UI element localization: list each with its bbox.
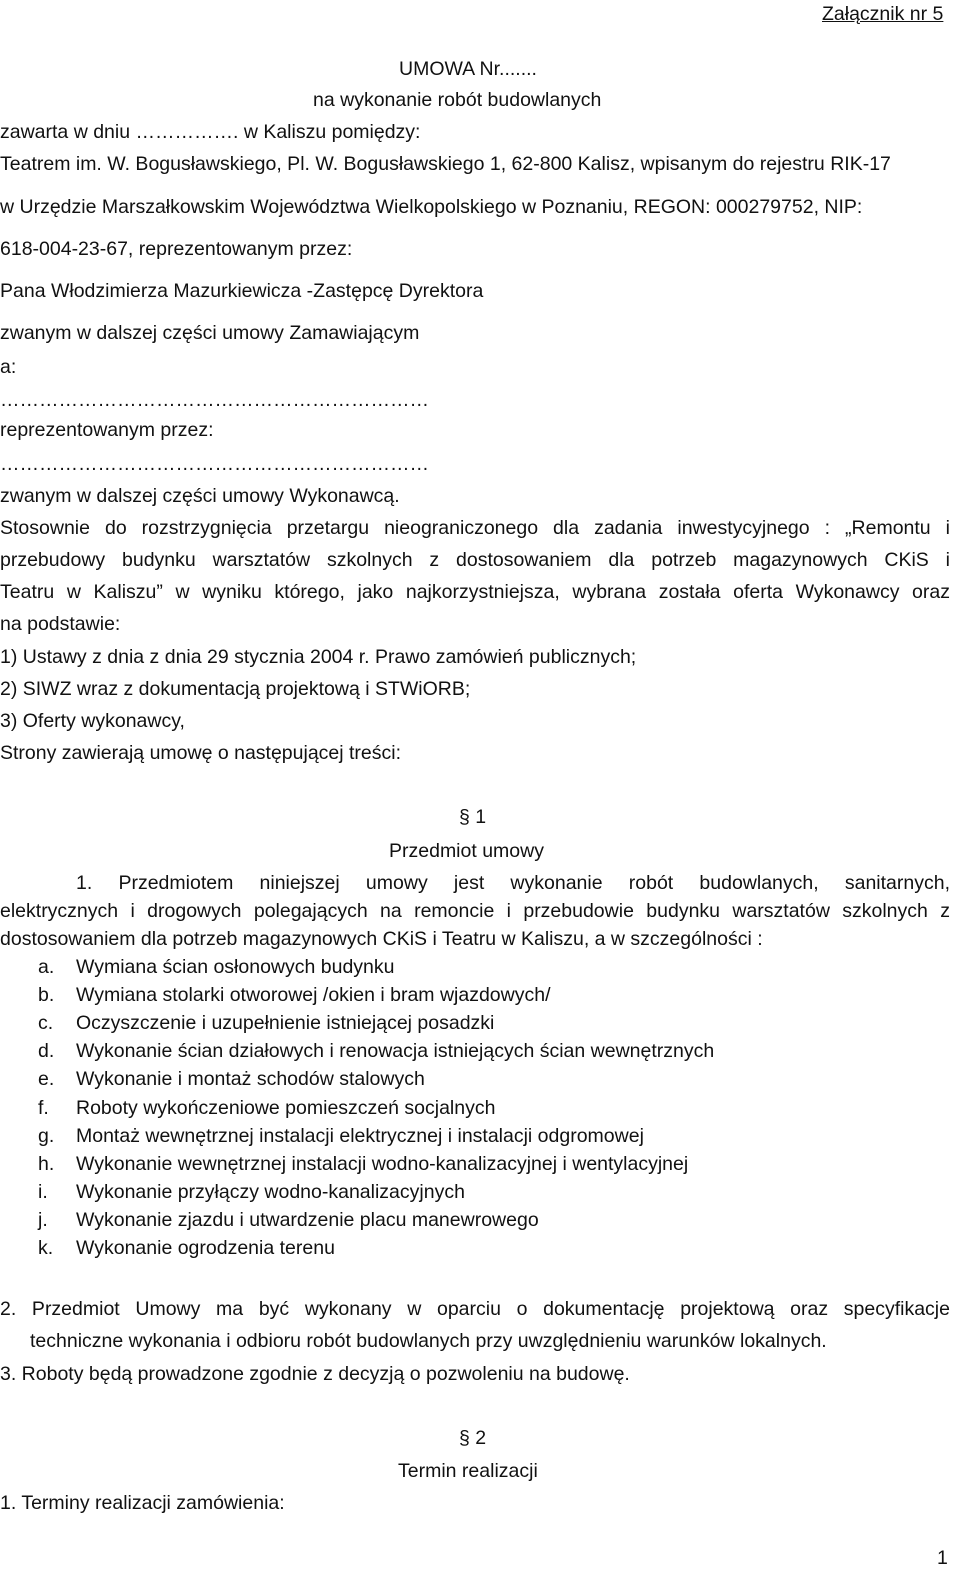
basis-item-2: 2) SIWZ wraz z dokumentacją projektową i STWiORB; bbox=[0, 678, 471, 700]
section2-title: Termin realizacji bbox=[398, 1460, 538, 1482]
section1-p2-line-1: 2. Przedmiot Umowy ma być wykonany w oparciu o dokumentację projektową oraz specyfikacje bbox=[0, 1298, 950, 1320]
section1-p1-line-1: 1. Przedmiotem niniejszej umowy jest wykonanie robót budowlanych, sanitarnych, bbox=[76, 872, 950, 894]
list-item-letter: d. bbox=[38, 1040, 55, 1062]
basis-closing: Strony zawierają umowę o następującej treści: bbox=[0, 742, 402, 764]
basis-line-4: na podstawie: bbox=[0, 613, 121, 635]
list-item-text: Wymiana ścian osłonowych budynku bbox=[76, 956, 395, 978]
section1-mark: § 1 bbox=[459, 806, 487, 828]
basis-line-1: Stosownie do rozstrzygnięcia przetargu nieograniczonego dla zadania inwestycyjnego : „Remontu i bbox=[0, 517, 950, 539]
party1-line-3: 618-004-23-67, reprezentowanym przez: bbox=[0, 238, 353, 260]
list-item-letter: h. bbox=[38, 1153, 55, 1175]
section1-p1-line-2: elektrycznych i drogowych polegających na remoncie i przebudowie budynku warsztatów szkolnych z bbox=[0, 900, 950, 922]
and-label: a: bbox=[0, 356, 17, 378]
list-item-text: Wykonanie zjazdu i utwardzenie placu manewrowego bbox=[76, 1209, 539, 1231]
list-item-letter: a. bbox=[38, 956, 55, 978]
list-item-text: Montaż wewnętrznej instalacji elektrycznej i instalacji odgromowej bbox=[76, 1125, 644, 1147]
party1-line-1: Teatrem im. W. Bogusławskiego, Pl. W. Bogusławskiego 1, 62-800 Kalisz, wpisanym do rejestru RIK-17 bbox=[0, 153, 891, 175]
list-item-letter: b. bbox=[38, 984, 55, 1006]
list-item-text: Wykonanie ogrodzenia terenu bbox=[76, 1237, 335, 1259]
section1-title: Przedmiot umowy bbox=[389, 840, 544, 862]
section1-p3: 3. Roboty będą prowadzone zgodnie z decyzją o pozwoleniu na budowę. bbox=[0, 1363, 630, 1385]
list-item-text: Wykonanie przyłączy wodno-kanalizacyjnych bbox=[76, 1181, 465, 1203]
list-item-text: Roboty wykończeniowe pomieszczeń socjalnych bbox=[76, 1097, 496, 1119]
section1-p1-line-3: dostosowaniem dla potrzeb magazynowych CKiS i Teatru w Kaliszu, a w szczególności : bbox=[0, 928, 763, 950]
section2-mark: § 2 bbox=[459, 1427, 487, 1449]
contract-number: UMOWA Nr....... bbox=[399, 58, 537, 80]
basis-item-3: 3) Oferty wykonawcy, bbox=[0, 710, 185, 732]
page-number: 1 bbox=[937, 1547, 948, 1569]
list-item-letter: c. bbox=[38, 1012, 54, 1034]
party2-representative-dots: ………………………………………………………… bbox=[0, 453, 429, 475]
section2-p1: 1. Terminy realizacji zamówienia: bbox=[0, 1492, 285, 1514]
list-item-letter: f. bbox=[38, 1097, 49, 1119]
list-item-text: Wykonanie ścian działowych i renowacja istniejących ścian wewnętrznych bbox=[76, 1040, 715, 1062]
list-item-text: Wymiana stolarki otworowej /okien i bram wjazdowych/ bbox=[76, 984, 551, 1006]
list-item-letter: j. bbox=[38, 1209, 48, 1231]
list-item-letter: e. bbox=[38, 1068, 55, 1090]
party1-line-2: w Urzędzie Marszałkowskim Województwa Wielkopolskiego w Poznaniu, REGON: 000279752, NIP: bbox=[0, 196, 863, 218]
contract-date-line: zawarta w dniu ……………. w Kaliszu pomiędzy: bbox=[0, 121, 421, 143]
list-item-letter: g. bbox=[38, 1125, 55, 1147]
party2-representative-label: reprezentowanym przez: bbox=[0, 419, 214, 441]
party1-representative: Pana Włodzimierza Mazurkiewicza -Zastępcę Dyrektora bbox=[0, 280, 484, 302]
party2-dots: ………………………………………………………… bbox=[0, 389, 429, 411]
list-item-text: Wykonanie wewnętrznej instalacji wodno-kanalizacyjnej i wentylacyjnej bbox=[76, 1153, 689, 1175]
contract-subject: na wykonanie robót budowlanych bbox=[313, 89, 602, 111]
list-item-text: Oczyszczenie i uzupełnienie istniejącej posadzki bbox=[76, 1012, 495, 1034]
list-item-text: Wykonanie i montaż schodów stalowych bbox=[76, 1068, 425, 1090]
party1-alias: zwanym w dalszej części umowy Zamawiającym bbox=[0, 322, 420, 344]
basis-line-2: przebudowy budynku warsztatów szkolnych z dostosowaniem dla potrzeb magazynowych CKiS i bbox=[0, 549, 950, 571]
basis-item-1: 1) Ustawy z dnia z dnia 29 stycznia 2004 r. Prawo zamówień publicznych; bbox=[0, 646, 637, 668]
section1-p2-line-2: techniczne wykonania i odbioru robót budowlanych przy uwzględnieniu warunków lokalnych. bbox=[30, 1330, 827, 1352]
party2-alias: zwanym w dalszej części umowy Wykonawcą. bbox=[0, 485, 400, 507]
list-item-letter: i. bbox=[38, 1181, 48, 1203]
list-item-letter: k. bbox=[38, 1237, 54, 1259]
attachment-label: Załącznik nr 5 bbox=[822, 3, 944, 25]
basis-line-3: Teatru w Kaliszu” w wyniku którego, jako najkorzystniejsza, wybrana została oferta Wykonawcy oraz bbox=[0, 581, 950, 603]
